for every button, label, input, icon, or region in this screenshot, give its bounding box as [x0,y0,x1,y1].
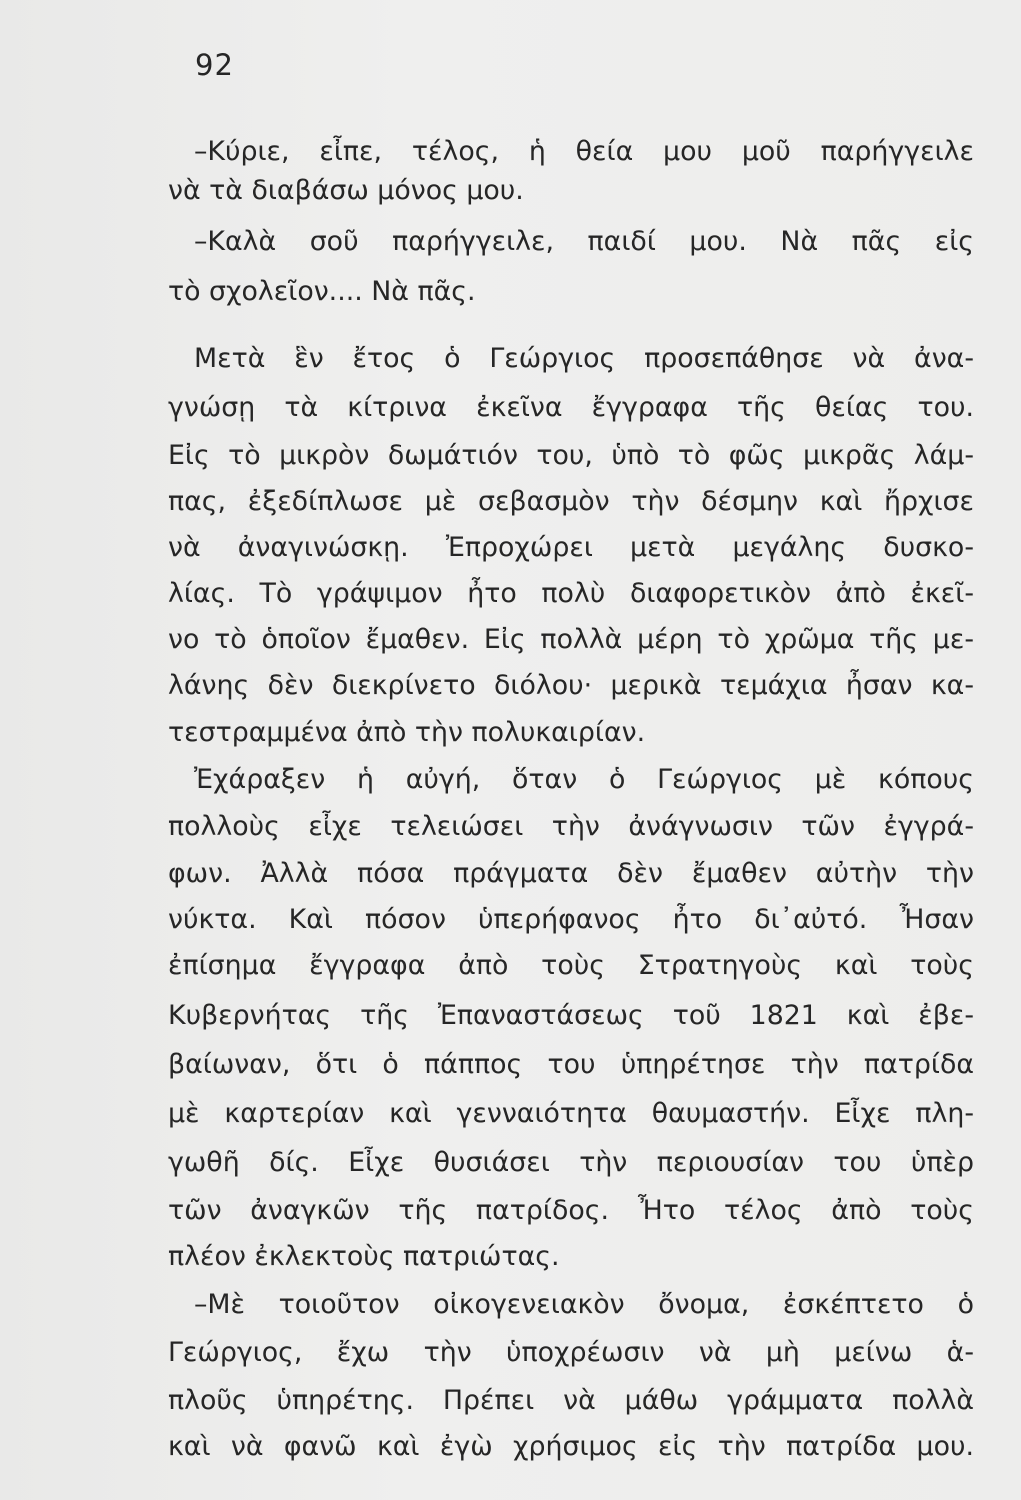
text-line: Γεώργιος, ἔχω τὴν ὑποχρέωσιν νὰ μὴ μείνω ἁ- [168,1337,974,1368]
text-line: ἐπίσημα ἔγγραφα ἀπὸ τοὺς Στρατηγοὺς καὶ τοὺς [168,950,974,981]
text-line: Κυβερνήτας τῆς Ἐπαναστάσεως τοῦ 1821 καὶ ἐβε- [168,1000,974,1031]
text-line: μὲ καρτερίαν καὶ γενναιότητα θαυμαστήν. Εἶχε πλη- [168,1098,974,1129]
text-line: –Κύριε, εἶπε, τέλος, ἡ θεία μου μοῦ παρήγγειλε [194,136,974,167]
page-number: 92 [195,48,234,82]
text-line: νὰ ἀναγινώσκῃ. Ἐπροχώρει μετὰ μεγάλης δυσκο- [168,532,974,563]
text-line: τῶν ἀναγκῶν τῆς πατρίδος. Ἦτο τέλος ἀπὸ τοὺς [168,1195,974,1226]
text-line: νύκτα. Καὶ πόσον ὑπερήφανος ἦτο δι᾿αὐτό. Ἦσαν [168,904,974,935]
text-line: φων. Ἀλλὰ πόσα πράγματα δὲν ἔμαθεν αὐτὴν τὴν [168,858,974,889]
text-line: νὰ τὰ διαβάσω μόνος μου. [168,175,524,206]
text-line: γνώσῃ τὰ κίτρινα ἐκεῖνα ἔγγραφα τῆς θείας του. [168,392,974,423]
text-line: Ἐχάραξεν ἡ αὐγή, ὅταν ὁ Γεώργιος μὲ κόπους [194,764,974,795]
text-line: τεστραμμένα ἀπὸ τὴν πολυκαιρίαν. [168,717,646,748]
text-line: γωθῆ δίς. Εἶχε θυσιάσει τὴν περιουσίαν του ὑπὲρ [168,1147,974,1178]
text-line: τὸ σχολεῖον.... Νὰ πᾶς. [168,276,476,307]
text-line: Εἰς τὸ μικρὸν δωμάτιόν του, ὑπὸ τὸ φῶς μικρᾶς λάμ- [168,440,974,471]
text-line: λάνης δὲν διεκρίνετο διόλου· μερικὰ τεμάχια ἦσαν κα- [168,670,974,701]
text-line: πας, ἐξεδίπλωσε μὲ σεβασμὸν τὴν δέσμην καὶ ἤρχισε [168,486,974,517]
text-line: νο τὸ ὁποῖον ἔμαθεν. Εἰς πολλὰ μέρη τὸ χρῶμα τῆς με- [168,624,974,655]
text-line: λίας. Τὸ γράψιμον ἦτο πολὺ διαφορετικὸν ἀπὸ ἐκεῖ- [168,578,974,609]
text-line: καὶ νὰ φανῶ καὶ ἐγὼ χρήσιμος εἰς τὴν πατρίδα μου. [168,1431,974,1462]
text-line: πλοῦς ὑπηρέτης. Πρέπει νὰ μάθω γράμματα πολλὰ [168,1385,974,1416]
text-line: πλέον ἐκλεκτοὺς πατριώτας. [168,1241,560,1272]
text-line: Μετὰ ἓν ἔτος ὁ Γεώργιος προσεπάθησε νὰ ἀνα- [194,343,974,374]
text-line: –Καλὰ σοῦ παρήγγειλε, παιδί μου. Νὰ πᾶς εἰς [194,226,974,257]
text-line: βαίωναν, ὅτι ὁ πάππος του ὑπηρέτησε τὴν πατρίδα [168,1049,974,1080]
text-line: –Μὲ τοιοῦτον οἰκογενειακὸν ὄνομα, ἐσκέπτετο ὁ [194,1289,974,1320]
text-line: πολλοὺς εἶχε τελειώσει τὴν ἀνάγνωσιν τῶν ἐγγρά- [168,811,974,842]
